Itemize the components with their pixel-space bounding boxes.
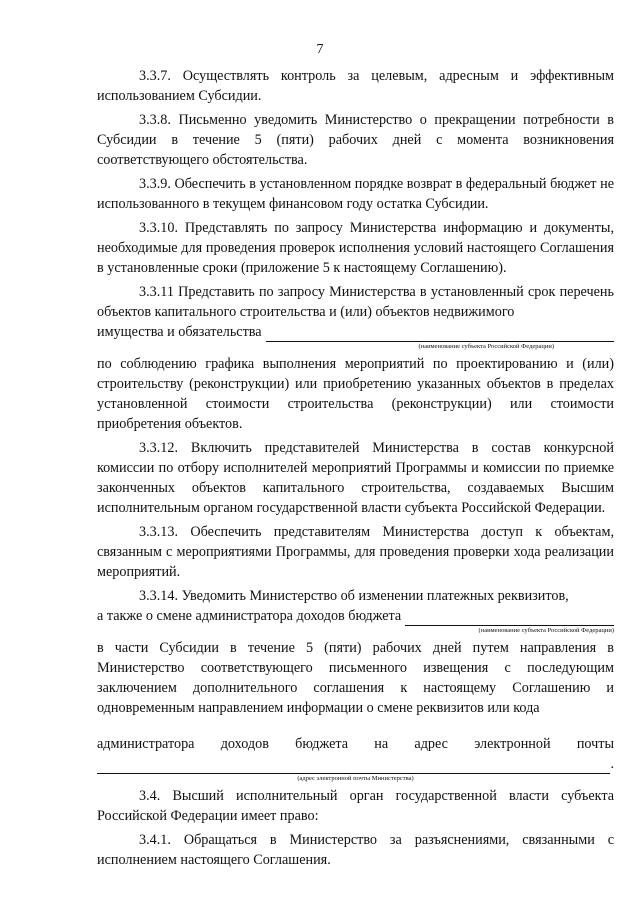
budget-admin-fill-row (97, 606, 614, 626)
paragraph-3-4: 3.4. Высший исполнительный орган государственной власти субъекта Российской Федерации имеет право: (97, 788, 614, 824)
page-number: 7 (316, 42, 324, 57)
email-word: на (374, 736, 389, 752)
subject-name-hint: (наименование субъекта Российской Федерации) (418, 343, 554, 350)
subject-name-fill-row (97, 322, 614, 342)
paragraph-3-3-11-lead: 3.3.11 Представить по запросу Министерства в установленный срок перечень объектов капитального строительства и (или) объектов недвижимого (97, 284, 614, 320)
paragraph-3-3-11-tail: по соблюдению графика выполнения мероприятий по проектированию и (или) строительству (реконструкции) или приобретению указанных объектов в пределах установленной стоимости строительства (реконструкции) или стоимости приобретения объектов. (97, 356, 614, 432)
paragraph-3-3-9: 3.3.9. Обеспечить в установленном порядке возврат в федеральный бюджет не использованного в текущем финансовом году остатка Субсидии. (97, 176, 614, 212)
email-word: электронной (474, 736, 551, 752)
email-address-blank[interactable] (97, 757, 610, 774)
paragraph-3-3-12: 3.3.12. Включить представителей Министерства в состав конкурсной комиссии по отбору исполнителей мероприятий Программы и комиссии по приемке законченных объектов капитального строительства, создаваемых Высшим исполнительным органом государственной власти субъекта Российской Федерации. (97, 440, 614, 516)
email-fill-row (97, 754, 614, 774)
paragraph-3-3-7: 3.3.7. Осуществлять контроль за целевым, адресным и эффективным использованием Субсидии. (97, 68, 614, 104)
paragraph-3-4-1: 3.4.1. Обращаться в Министерство за разъяснениями, связанными с исполнением настоящего Соглашения. (97, 832, 614, 868)
email-word: доходов (220, 736, 269, 752)
paragraph-3-3-14-tail: в части Субсидии в течение 5 (пяти) рабочих дней путем направления в Министерство соответствующего письменного извещения с последующим заключением дополнительного соглашения к настоящему Соглашению и одновременным направлением информации о смене реквизитов или кода (97, 640, 614, 716)
document-body (97, 66, 614, 874)
email-end-punct: . (610, 756, 614, 772)
email-word: бюджета (295, 736, 349, 752)
subject-fill-label: имущества и обязательства (97, 324, 262, 340)
paragraph-3-3-10: 3.3.10. Представлять по запросу Министерства информацию и документы, необходимые для проведения проверок исполнения условий настоящего Соглашения в установленные сроки (приложение 5 к настоящему Соглашению). (97, 220, 614, 276)
email-hint: (адрес электронной почты Министерства) (297, 775, 414, 782)
email-line-words (97, 734, 614, 754)
paragraph-3-3-8: 3.3.8. Письменно уведомить Министерство о прекращении потребности в Субсидии в течение 5 (пяти) рабочих дней с момента возникновения соответствующего обстоятельства. (97, 112, 614, 168)
budget-admin-hint: (наименование субъекта Российской Федерации) (478, 627, 614, 634)
budget-admin-fill-label: а также о смене администратора доходов бюджета (97, 608, 402, 624)
subject-name-blank[interactable] (266, 326, 614, 342)
email-word: почты (576, 736, 614, 752)
email-word: адрес (414, 736, 448, 752)
paragraph-3-3-14-lead: 3.3.14. Уведомить Министерство об изменении платежных реквизитов, (139, 588, 569, 604)
budget-admin-blank[interactable] (405, 610, 614, 626)
paragraph-3-3-13: 3.3.13. Обеспечить представителям Министерства доступ к объектам, связанным с мероприятиями Программы, для проведения проверки хода реализации мероприятий. (97, 524, 614, 580)
email-word: администратора (97, 736, 195, 752)
